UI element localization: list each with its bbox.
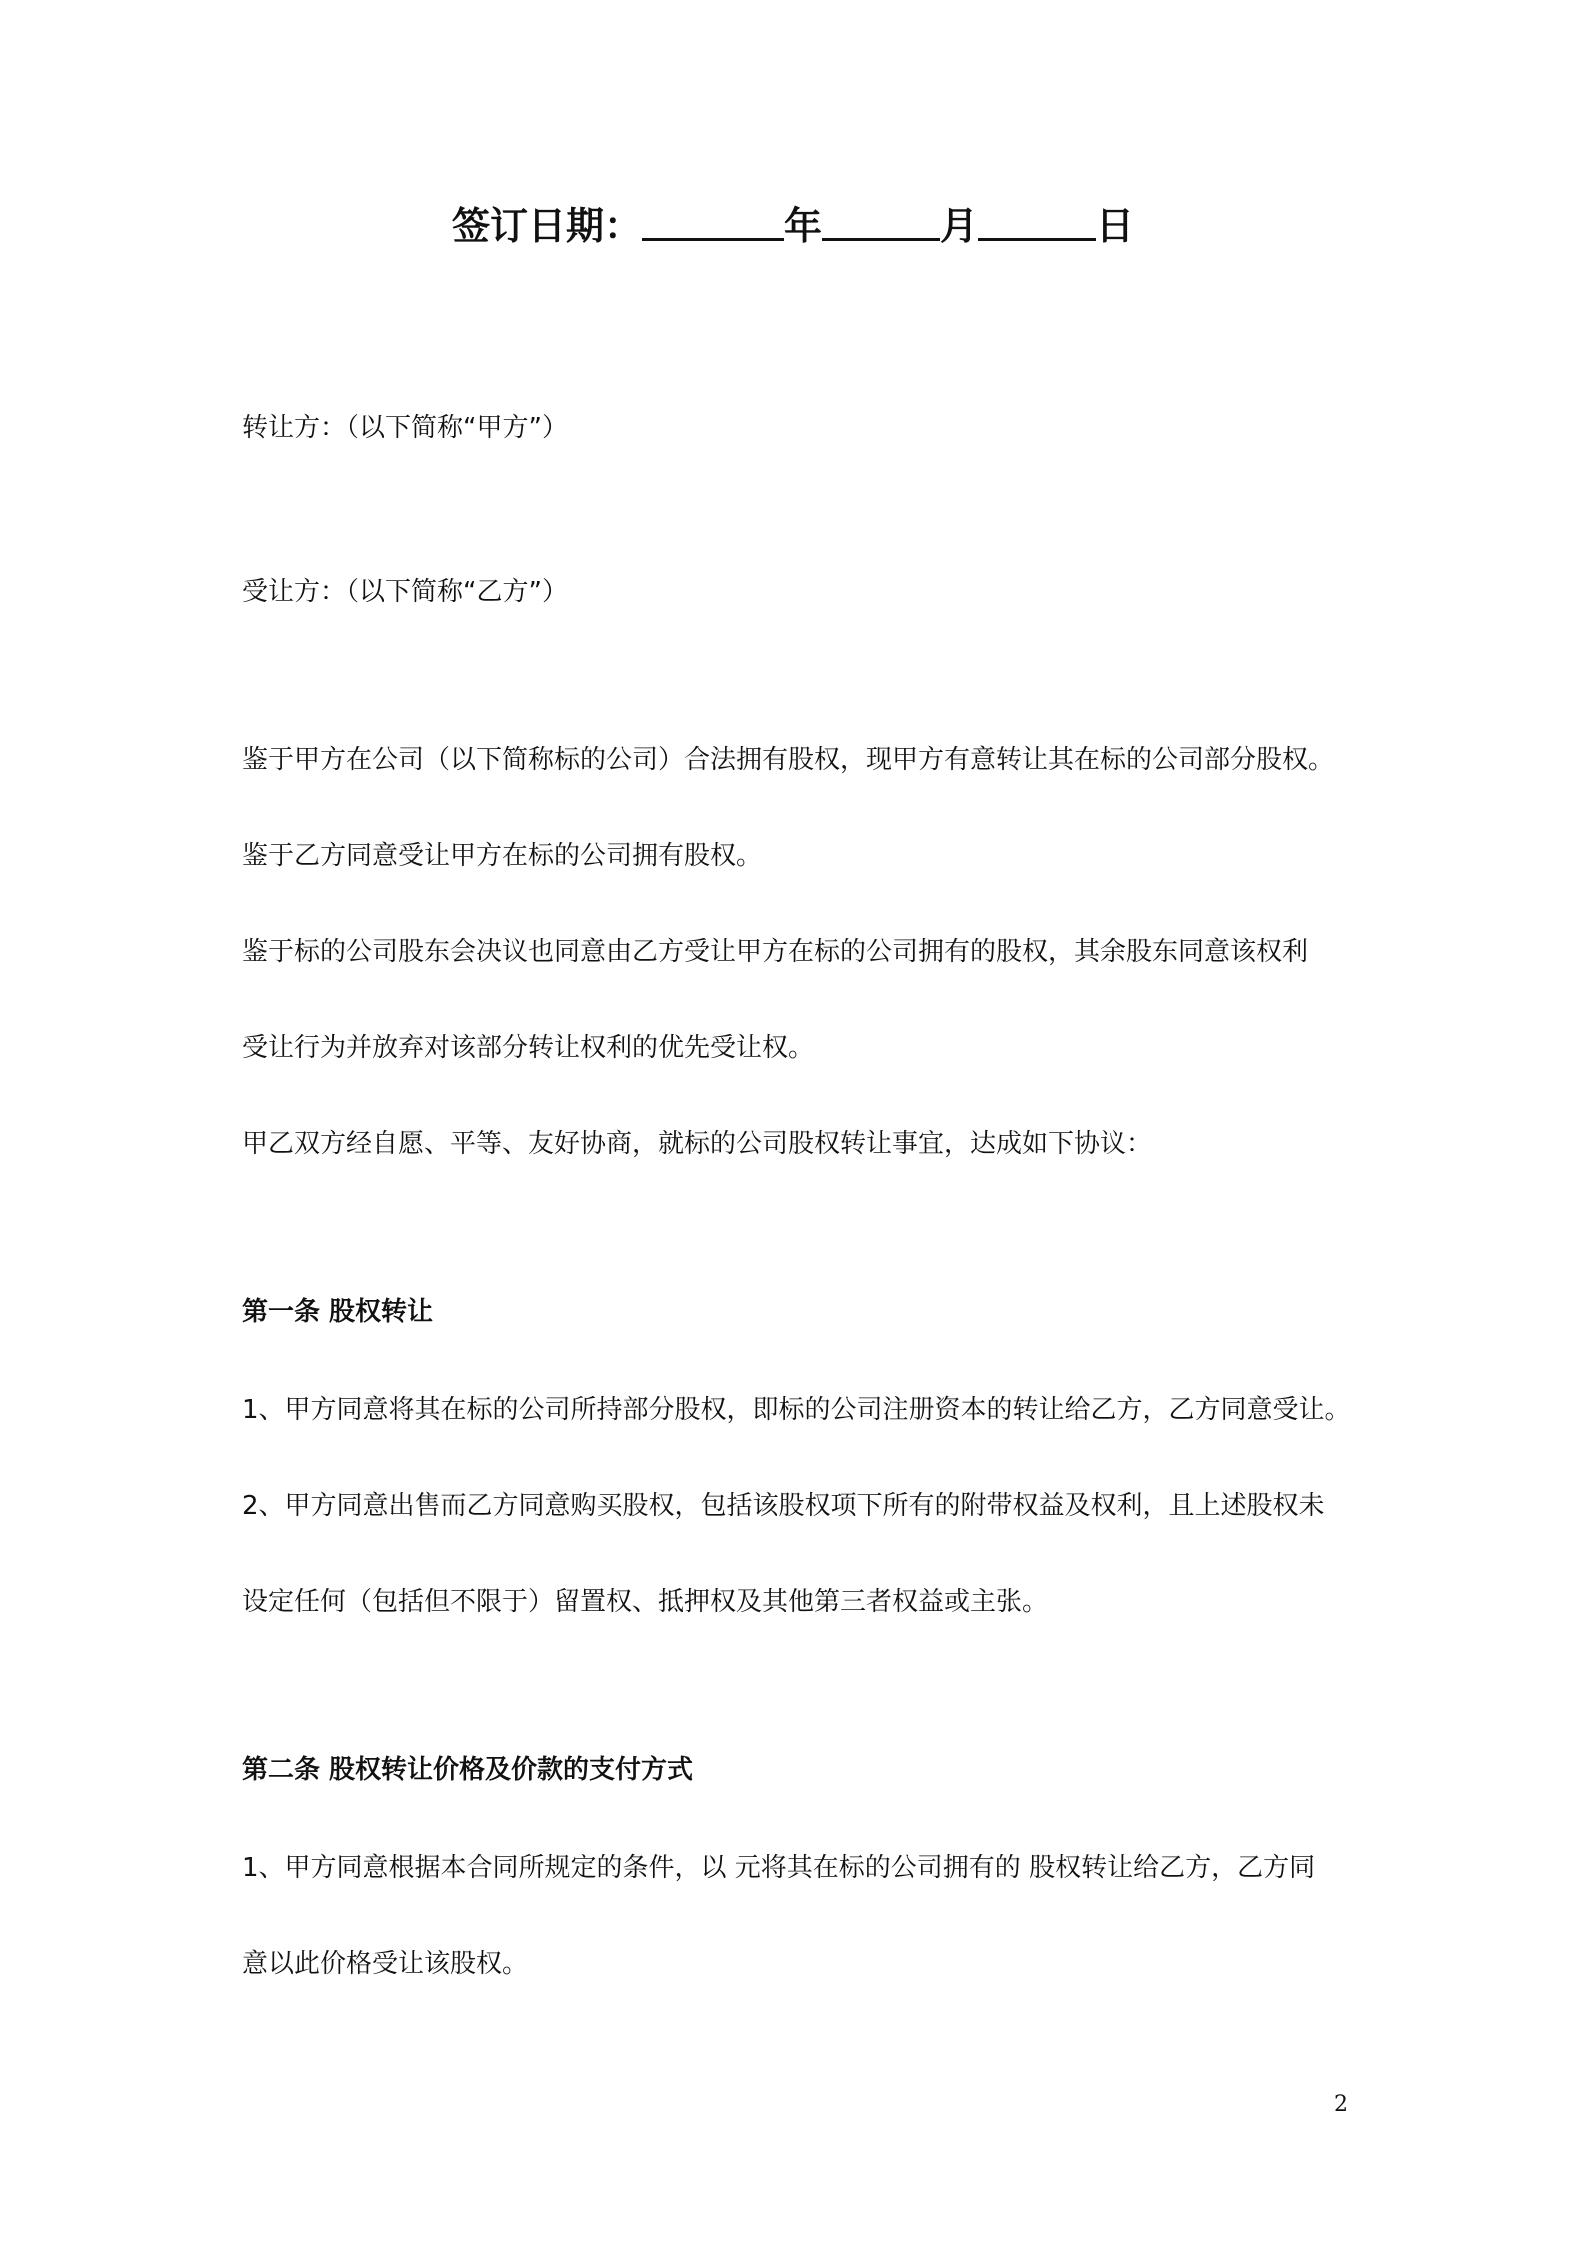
month-label: 月 — [940, 204, 979, 248]
signing-date-label: 签订日期： — [451, 204, 642, 248]
page-number: 2 — [1334, 2092, 1348, 2117]
article-2-heading: 第二条 股权转让价格及价款的支付方式 — [242, 1755, 694, 1785]
article-2-line: 1、甲方同意根据本合同所规定的条件，以 元将其在标的公司拥有的 股权转让给乙方，乙方同 — [242, 1853, 1316, 1883]
recital-line: 甲乙双方经自愿、平等、友好协商，就标的公司股权转让事宜，达成如下协议： — [242, 1129, 1153, 1159]
recital-line: 受让行为并放弃对该部分转让权利的优先受让权。 — [242, 1033, 815, 1063]
article-1-heading: 第一条 股权转让 — [242, 1297, 434, 1327]
year-blank — [642, 200, 784, 241]
recital-line: 鉴于标的公司股东会决议也同意由乙方受让甲方在标的公司拥有的股权，其余股东同意该权利 — [242, 937, 1309, 967]
recital-line: 鉴于甲方在公司（以下简称标的公司）合法拥有股权，现甲方有意转让其在标的公司部分股权。 — [242, 745, 1335, 775]
year-label: 年 — [783, 204, 822, 248]
article-1-line: 1、甲方同意将其在标的公司所持部分股权，即标的公司注册资本的转让给乙方，乙方同意受让。 — [242, 1395, 1351, 1425]
transferor-line: 转让方：（以下简称“甲方”） — [242, 413, 568, 443]
day-blank — [978, 200, 1096, 241]
article-1-line: 设定任何（包括但不限于）留置权、抵押权及其他第三者权益或主张。 — [242, 1587, 1049, 1617]
month-blank — [822, 200, 940, 241]
transferee-line: 受让方：（以下简称“乙方”） — [242, 577, 568, 607]
recital-line: 鉴于乙方同意受让甲方在标的公司拥有股权。 — [242, 841, 763, 871]
day-label: 日 — [1096, 204, 1135, 248]
signing-date-title — [0, 200, 1586, 251]
article-1-line: 2、甲方同意出售而乙方同意购买股权，包括该股权项下所有的附带权益及权利，且上述股权未 — [242, 1491, 1325, 1521]
article-2-line: 意以此价格受让该股权。 — [242, 1949, 529, 1979]
